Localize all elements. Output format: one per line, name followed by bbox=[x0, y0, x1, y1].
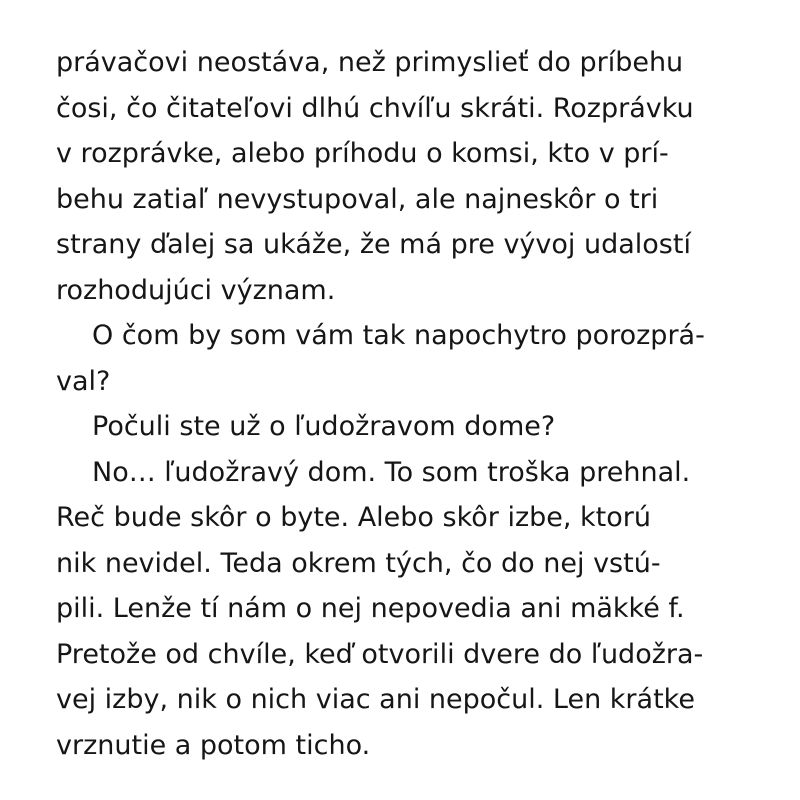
text-line: O čom by som vám tak napochytro porozprá- bbox=[92, 320, 705, 351]
body-text bbox=[56, 40, 760, 768]
text-line: Reč bude skôr o byte. Alebo skôr izbe, ktorú bbox=[56, 502, 652, 533]
text-line: Počuli ste už o ľudožravom dome? bbox=[92, 411, 556, 442]
text-line: čosi, čo čitateľovi dlhú chvíľu skráti. Rozprávku bbox=[56, 92, 694, 124]
text-line: strany ďalej sa ukáže, že má pre vývoj udalostí bbox=[56, 229, 691, 260]
text-line: No… ľudožravý dom. To som troška prehnal. bbox=[92, 456, 691, 488]
text-line: vrznutie a potom ticho. bbox=[56, 729, 371, 761]
text-line: vej izby, nik o nich viac ani nepočul. Len krátke bbox=[56, 684, 695, 715]
text-line: behu zatiaľ nevystupoval, ale najneskôr o tri bbox=[56, 183, 659, 215]
text-line: pili. Lenže tí nám o nej nepovedia ani mäkké f. bbox=[56, 593, 685, 624]
text-line: nik nevidel. Teda okrem tých, čo do nej vstú- bbox=[56, 547, 661, 579]
text-line: rozhodujúci význam. bbox=[56, 274, 336, 306]
text-line: v rozprávke, alebo príhodu o komsi, kto v prí- bbox=[56, 138, 669, 169]
text-line: Pretože od chvíle, keď otvorili dvere do ľudožra- bbox=[56, 638, 704, 670]
text-line: právačovi neostáva, než primyslieť do príbehu bbox=[56, 47, 684, 78]
text-line: val? bbox=[56, 365, 111, 397]
